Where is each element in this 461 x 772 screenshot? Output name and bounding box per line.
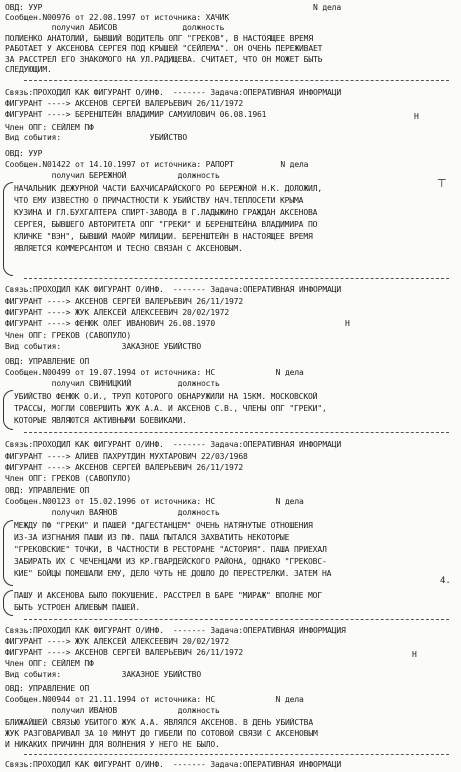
record-line: Сообщен.N00123 от 15.02.1996 от источника: НС N дела bbox=[5, 497, 304, 506]
record-line: НАЧАЛЬНИК ДЕЖУРНОЙ ЧАСТИ БАХЧИСАРАЙСКОГО РО БЕРЕЖНОЙ Н.К. ДОЛОЖИЛ, bbox=[14, 184, 322, 193]
record-line: получил СВИНИЦКИЙ должность bbox=[5, 379, 220, 388]
record-line: ФИГУРАНТ ----> АЛИЕВ ПАХРУТДИН МУХТАРОВИЧ 22/03/1968 bbox=[5, 452, 248, 461]
record-line: ОВД: УПРАВЛЕНИЕ ОП bbox=[5, 684, 89, 693]
handwritten-mark: Н bbox=[414, 112, 419, 121]
record-line: Член ОПГ: СЕЙЛЕМ ПФ bbox=[5, 123, 94, 132]
record-line: ТРАССЫ, МОГЛИ СОВЕРШИТЬ ЖУК А.А. И АКСЕНОВ С.В., ЧЛЕНЫ ОПГ "ГРЕКИ", bbox=[14, 404, 327, 413]
record-line: ОВД: УПРАВЛЕНИЕ ОП bbox=[5, 486, 89, 495]
record-line: получил ВАЯНОВ должность bbox=[5, 508, 220, 517]
record-line: ИЗ-ЗА ИЗГНАНИЯ ПАШИ ИЗ ПФ. ПАША ПЫТАЛСЯ ЗАХВАТИТЬ НЕКОТОРЫЕ bbox=[14, 533, 290, 542]
record-line: Связь:ПРОХОДИЛ КАК ФИГУРАНТ О/ИНФ. ------- Задача:ОПЕРАТИВНАЯ ИНФОРМАЦИ bbox=[5, 760, 341, 769]
record-line: КОТОРЫЕ ЯВЛЯЮТСЯ АКТИВНЫМИ БОЕВИКАМИ. bbox=[14, 416, 187, 425]
record-line: Сообщен.N01422 от 14.10.1997 от источника: РАПОРТ N дела bbox=[5, 160, 309, 169]
record-line: ПОЛИЕНКО АНАТОЛИЙ, БЫВШИЙ ВОДИТЕЛЬ ОПГ "ГРЕКОВ", В НАСТОЯЩЕЕ ВРЕМЯ bbox=[5, 34, 313, 43]
record-line: Сообщен.N00499 от 19.07.1994 от источника: НС N дела bbox=[5, 368, 304, 377]
record-line: КИЕ" БОЙЦЫ ПОМЕШАЛИ ЕМУ, ДЕЛО ЧУТЬ НЕ ДОШЛО ДО ПЕРЕСТРЕЛКИ. ЗАТЕМ НА bbox=[14, 569, 332, 578]
record-line: ОВД: УПРАВЛЕНИЕ ОП bbox=[5, 357, 89, 366]
record-line: "ГРЕКОВСКИЕ" ТОЧКИ, В ЧАСТНОСТИ В РЕСТОРАНЕ "АСТОРИЯ". ПАША ПРИЕХАЛ bbox=[14, 545, 327, 554]
record-line: ФИГУРАНТ ----> АКСЕНОВ СЕРГЕЙ ВАЛЕРЬЕВИЧ 26/11/1972 bbox=[5, 99, 243, 108]
record-line: ФИГУРАНТ ----> ЖУК АЛЕКСЕЙ АЛЕКСЕЕВИЧ 20/02/1972 bbox=[5, 308, 229, 317]
record-line: ЯВЛЯЕТСЯ КОММЕРСАНТОМ И ТЕСНО СВЯЗАН С АКСЕНОВЫМ. bbox=[14, 244, 243, 253]
record-line: ПАШУ И АКСЕНОВА БЫЛО ПОКУШЕНИЕ. РАССТРЕЛ В БАРЕ "МИРАЖ" ВПОЛНЕ МОГ bbox=[14, 591, 322, 600]
record-line: ЗА РАССТРЕЛ ЕГО ЗНАКОМОГО НА УЛ.РАДИЩЕВА. СЧИТАЕТ, ЧТО ОН МОЖЕТ БЫТЬ bbox=[5, 55, 323, 64]
record-line: Вид события: УБИЙСТВО bbox=[5, 133, 187, 142]
record-line: КУЗИНА И ГЛ.БУХГАЛТЕРА СПИРТ-ЗАВОДА В Г.ЛАДЫЖИНО ГРАЖДАН АКСЕНОВА bbox=[14, 208, 318, 217]
page-number: 4. bbox=[440, 576, 451, 586]
handwritten-bracket bbox=[3, 590, 13, 616]
record-line: получил ИВАНОВ должность bbox=[5, 706, 220, 715]
record-line: ФИГУРАНТ ----> АКСЕНОВ СЕРГЕЙ ВАЛЕРЬЕВИЧ 26/11/1972 bbox=[5, 463, 243, 472]
record-line: Член ОПГ: ГРЕКОВ (САВОПУЛО) bbox=[5, 331, 131, 340]
record-line: РАБОТАЕТ У АКСЕНОВА СЕРГЕЯ ПОД КРЫШЕЙ "СЕЙЛЕМА". ОН ОЧЕНЬ ПЕРЕЖИВАЕТ bbox=[5, 44, 323, 53]
record-line: ФИГУРАНТ ----> АКСЕНОВ СЕРГЕЙ ВАЛЕРЬЕВИЧ 26/11/1972 bbox=[5, 297, 243, 306]
record-line: Сообщен.N00944 от 21.11.1994 от источника: НС N дела bbox=[5, 695, 304, 704]
record-line: ФИГУРАНТ ----> АКСЕНОВ СЕРГЕЙ ВАЛЕРЬЕВИЧ 26/11/1972 bbox=[5, 648, 243, 657]
record-line: ФИГУРАНТ ----> ЖУК АЛЕКСЕЙ АЛЕКСЕЕВИЧ 20/02/1972 bbox=[5, 637, 229, 646]
record-line: ЧТО ЕМУ ИЗВЕСТНО О ПРИЧАСТНОСТИ К УБИЙСТВУ НАЧ.ТЕПЛОСЕТИ КРЫМА bbox=[14, 196, 304, 205]
record-line: Связь:ПРОХОДИЛ КАК ФИГУРАНТ О/ИНФ. ------- Задача:ОПЕРАТИВНАЯ ИНФОРМАЦИ bbox=[5, 285, 341, 294]
record-line: ОВД: УУР N дела bbox=[5, 3, 341, 12]
separator-line bbox=[24, 619, 449, 620]
record-line: СЕРГЕЯ, БЫВШЕГО АВТОРИТЕТА ОПГ "ГРЕКИ" И БЕРЕНШТЕЙНА ВЛАДИМИРА ПО bbox=[14, 220, 318, 229]
record-line: УБИЙСТВО ФЕНЮК О.И., ТРУП КОТОРОГО ОБНАРУЖИЛИ НА 15КМ. МОСКОВСКОЙ bbox=[14, 392, 318, 401]
record-line: ЗАБИРАТЬ ИХ С ЧЕЧЕНЦАМИ ИЗ КР.ГВАРДЕЙСКОГО РАЙОНА, ОДНАКО "ГРЕКОВС- bbox=[14, 557, 327, 566]
handwritten-bracket bbox=[3, 390, 13, 430]
record-line: БЛИЖАЙШЕЙ СВЯЗЬЮ УБИТОГО ЖУК А.А. ЯВЛЯЛСЯ АКСЕНОВ. В ДЕНЬ УБИЙСТВА bbox=[5, 718, 313, 727]
handwritten-bracket bbox=[3, 520, 13, 586]
record-line: Связь:ПРОХОДИЛ КАК ФИГУРАНТ О/ИНФ. ------- Задача:ОПЕРАТИВНАЯ ИНФОРМАЦИ bbox=[5, 88, 341, 97]
record-line: Член ОПГ: СЕЙЛЕМ ПФ bbox=[5, 659, 94, 668]
record-line: Член ОПГ: ГРЕКОВ (САВОПУЛО) bbox=[5, 474, 131, 483]
record-line: Сообщен.N00976 от 22.08.1997 от источника: ХАЧИК bbox=[5, 13, 229, 22]
record-line: БЫТЬ УСТРОЕН АЛИЕВЫМ ПАШЕЙ. bbox=[14, 603, 140, 612]
record-line: МЕЖДУ ПФ "ГРЕКИ" И ПАШЕЙ "ДАГЕСТАНЦЕМ" ОЧЕНЬ НАТЯНУТЫЕ ОТНОШЕНИЯ bbox=[14, 521, 313, 530]
handwritten-bracket bbox=[3, 182, 13, 276]
record-line: получил БЕРЕЖНОЙ должность bbox=[5, 171, 220, 180]
record-line: ЖУК РАЗГОВАРИВАЛ ЗА 10 МИНУТ ДО ГИБЕЛИ ПО СОТОВОЙ СВЯЗИ С АКСЕНОВЫМ bbox=[5, 729, 318, 738]
record-line: И НИКАКИХ ПРИЧИНН ДЛЯ ВОЛНЕНИЯ У НЕГО НЕ БЫЛО. bbox=[5, 740, 220, 749]
record-line: Связь:ПРОХОДИЛ КАК ФИГУРАНТ О/ИНФ. ------- Задача:ОПЕРАТИВНАЯ ИНФОРМАЦИЯ bbox=[5, 626, 346, 635]
record-line: Связь:ПРОХОДИЛ КАК ФИГУРАНТ О/ИНФ. ------- Задача:ОПЕРАТИВНАЯ ИНФОРМАЦИ bbox=[5, 440, 341, 449]
record-line: ОВД: УУР bbox=[5, 149, 43, 158]
handwritten-tick-icon: ⊤ bbox=[437, 177, 447, 190]
separator-line bbox=[24, 754, 449, 755]
record-line: Вид события: ЗАКАЗНОЕ УБИЙСТВО bbox=[5, 670, 201, 679]
separator-line bbox=[24, 278, 449, 279]
record-line: ФИГУРАНТ ----> ФЕНЮК ОЛЕГ ИВАНОВИЧ 26.08.1970 bbox=[5, 319, 215, 328]
separator-line bbox=[24, 432, 449, 433]
record-line: СЛЕДУЮЩИМ. bbox=[5, 65, 52, 74]
handwritten-mark: Н bbox=[412, 650, 417, 659]
separator-line bbox=[24, 80, 449, 81]
record-line: КЛИЧКЕ "ВЭН", БЫВШИЙ МАОЙР МИЛИЦИИ. БЕРЕНШТЕЙН В НАСТОЯЩЕЕ ВРЕМЯ bbox=[14, 232, 313, 241]
record-line: ФИГУРАНТ ----> БЕРЕНШТЕЙН ВЛАДИМИР САМУИЛОВИЧ 06.08.1961 bbox=[5, 110, 267, 119]
record-line: получил АБИСОВ должность bbox=[5, 23, 225, 32]
handwritten-mark: Н bbox=[345, 319, 350, 328]
record-line: Вид события: ЗАКАЗНОЕ УБИЙСТВО bbox=[5, 342, 201, 351]
